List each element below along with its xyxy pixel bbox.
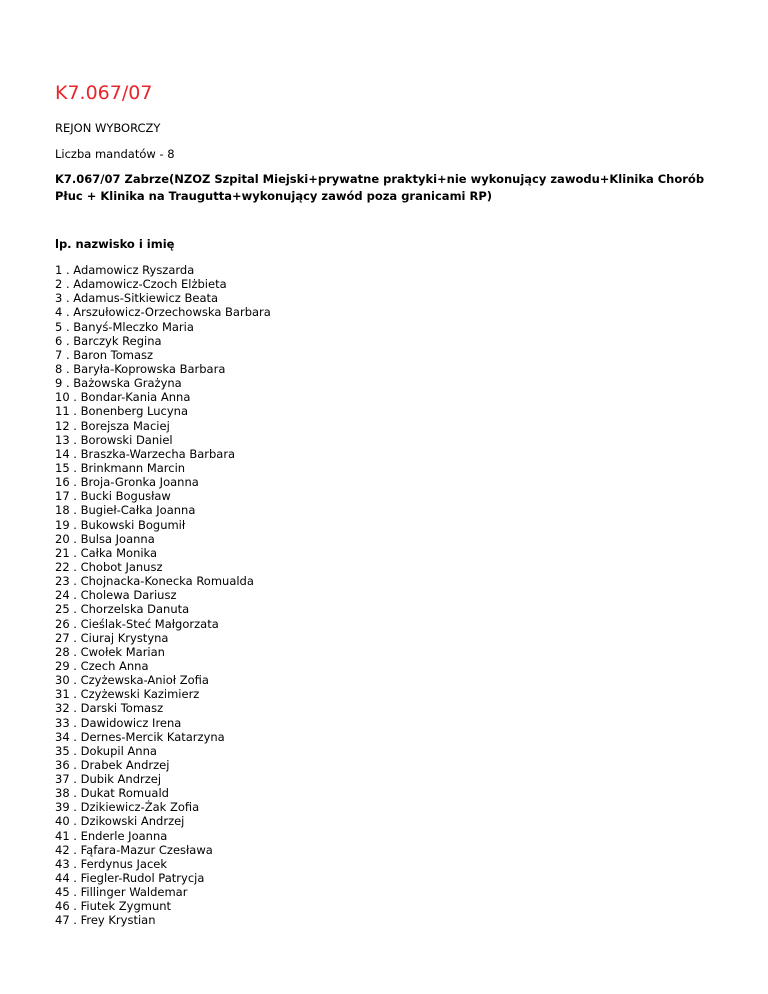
list-item: 3 . Adamus-Sitkiewicz Beata — [55, 291, 219, 306]
list-item: 33 . Dawidowicz Irena — [55, 715, 182, 730]
list-item: 13 . Borowski Daniel — [55, 432, 173, 447]
list-item: 37 . Dubik Andrzej — [55, 772, 162, 787]
list-item: 21 . Całka Monika — [55, 545, 158, 560]
document-code-title: K7.067/07 — [55, 82, 153, 104]
list-item: 43 . Ferdynus Jacek — [55, 856, 168, 871]
list-item: 7 . Baron Tomasz — [55, 347, 154, 362]
list-item: 16 . Broja-Gronka Joanna — [55, 475, 199, 490]
list-item: 28 . Cwołek Marian — [55, 644, 165, 659]
list-item: 42 . Fąfara-Mazur Czesława — [55, 842, 213, 857]
list-item: 35 . Dokupil Anna — [55, 743, 157, 758]
list-item: 19 . Bukowski Bogumił — [55, 517, 186, 532]
list-item: 20 . Bulsa Joanna — [55, 531, 155, 546]
list-item: 8 . Baryła-Koprowska Barbara — [55, 361, 226, 376]
rejon-label: REJON WYBORCZY — [55, 121, 161, 135]
list-item: 10 . Bondar-Kania Anna — [55, 390, 191, 405]
list-item: 18 . Bugieł-Całka Joanna — [55, 503, 196, 518]
candidate-list — [55, 263, 271, 928]
list-column-header: lp. nazwisko i imię — [55, 237, 175, 251]
list-item: 14 . Braszka-Warzecha Barbara — [55, 446, 236, 461]
list-item: 25 . Chorzelska Danuta — [55, 602, 190, 617]
list-item: 44 . Fiegler-Rudol Patrycja — [55, 871, 205, 886]
list-item: 6 . Barczyk Regina — [55, 333, 162, 348]
list-item: 26 . Cieślak-Steć Małgorzata — [55, 616, 219, 631]
list-item: 39 . Dzikiewicz-Żak Zofia — [55, 800, 200, 815]
list-item: 23 . Chojnacka-Konecka Romualda — [55, 574, 254, 589]
list-item: 2 . Adamowicz-Czoch Elżbieta — [55, 277, 227, 292]
list-item: 27 . Ciuraj Krystyna — [55, 630, 169, 645]
list-item: 9 . Bażowska Grażyna — [55, 376, 182, 391]
list-item: 24 . Cholewa Dariusz — [55, 588, 177, 603]
list-item: 22 . Chobot Janusz — [55, 559, 163, 574]
list-item: 45 . Fillinger Waldemar — [55, 885, 188, 900]
mandates-count: Liczba mandatów - 8 — [55, 147, 175, 161]
list-item: 12 . Borejsza Maciej — [55, 418, 170, 433]
list-item: 1 . Adamowicz Ryszarda — [55, 263, 195, 277]
list-item: 4 . Arszułowicz-Orzechowska Barbara — [55, 305, 271, 320]
list-item: 36 . Drabek Andrzej — [55, 757, 170, 772]
list-item: 29 . Czech Anna — [55, 658, 149, 673]
list-item: 11 . Bonenberg Lucyna — [55, 404, 188, 419]
list-item: 31 . Czyżewski Kazimierz — [55, 687, 200, 702]
list-item: 32 . Darski Tomasz — [55, 701, 164, 716]
list-item: 47 . Frey Krystian — [55, 913, 156, 928]
list-item: 41 . Enderle Joanna — [55, 828, 168, 843]
list-item: 5 . Banyś-Mleczko Maria — [55, 319, 194, 334]
list-item: 38 . Dukat Romuald — [55, 786, 169, 801]
list-item: 30 . Czyżewska-Anioł Zofia — [55, 673, 209, 688]
list-item: 15 . Brinkmann Marcin — [55, 460, 186, 475]
list-item: 46 . Fiutek Zygmunt — [55, 899, 172, 914]
list-item: 17 . Bucki Bogusław — [55, 489, 171, 504]
list-item: 34 . Dernes-Mercik Katarzyna — [55, 729, 225, 744]
district-heading: K7.067/07 Zabrze(NZOZ Szpital Miejski+prywatne praktyki+nie wykonujący zawodu+Klinika Chorób Płuc + Klinika na Traugutta+wykonujący zawód poza granicami RP) — [55, 172, 705, 203]
list-item: 40 . Dzikowski Andrzej — [55, 814, 185, 829]
